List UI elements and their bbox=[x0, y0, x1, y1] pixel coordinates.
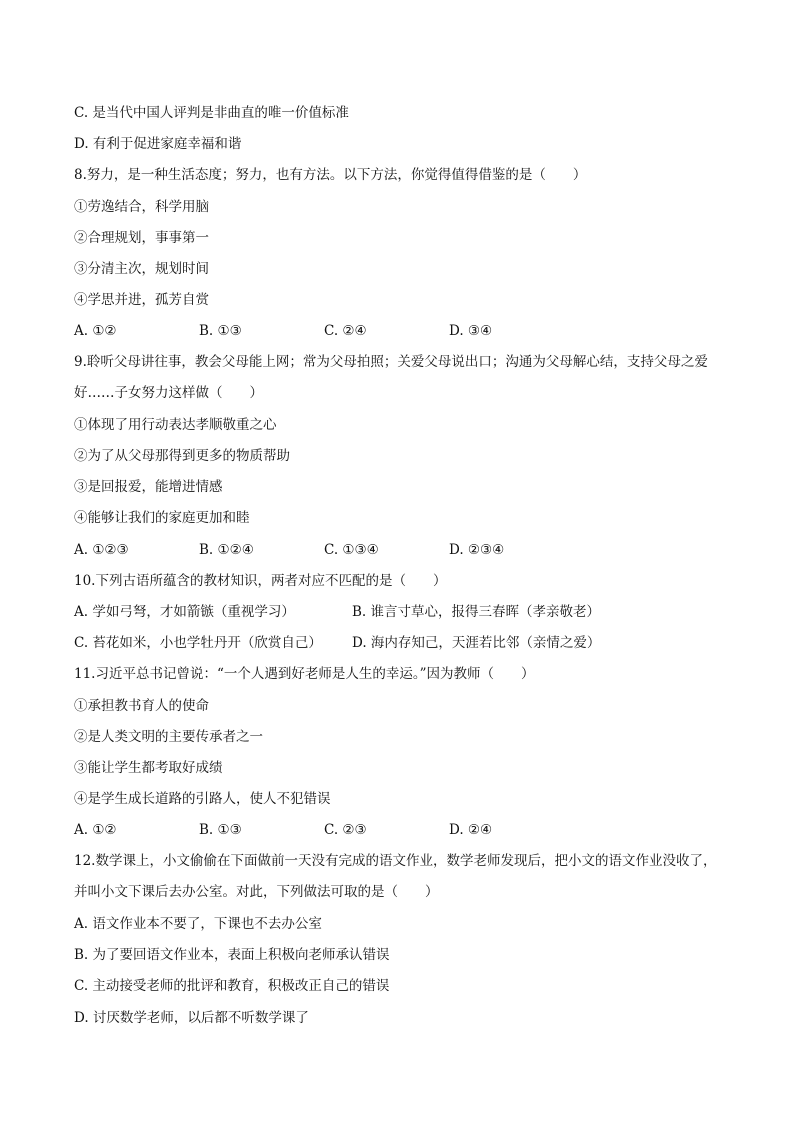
q12-option-d: D. 讨厌数学老师，以后都不听数学课了 bbox=[74, 1009, 309, 1026]
q10-option-b: B. 谁言寸草心，报得三春晖（孝亲敬老） bbox=[352, 604, 601, 621]
q8-option-d: D. ③④ bbox=[449, 323, 493, 340]
q9-stem: 9.聆听父母讲往事，教会父母能上网；常为父母拍照；关爱父母说出口；沟通为父母解心结，支持父母之爱好……子女努力这样做（ ） bbox=[74, 353, 708, 402]
q11-option-a: A. ①② bbox=[74, 822, 117, 839]
q11-item-1: ①承担教书育人的使命 bbox=[74, 697, 209, 714]
q9-item-3: ③是回报爱，能增进情感 bbox=[74, 479, 223, 496]
q11-stem: 11.习近平总书记曾说：“一个人遇到好老师是人生的幸运。”因为教师（ ） bbox=[74, 666, 535, 683]
q7-option-d: D. 有利于促进家庭幸福和谐 bbox=[74, 136, 242, 153]
q12-option-a: A. 语文作业本不要了，下课也不去办公室 bbox=[74, 915, 322, 932]
q11-item-4: ④是学生成长道路的引路人，使人不犯错误 bbox=[74, 791, 331, 808]
q9-option-b: B. ①②④ bbox=[199, 541, 254, 558]
q8-option-c: C. ②④ bbox=[324, 323, 367, 340]
q12-option-c: C. 主动接受老师的批评和教育，积极改正自己的错误 bbox=[74, 978, 390, 995]
q10-options-row-2 bbox=[74, 633, 724, 664]
q9-options bbox=[74, 540, 724, 571]
q10-option-c: C. 苔花如米，小也学牡丹开（欣赏自己） bbox=[74, 635, 322, 652]
q8-item-2: ②合理规划，事事第一 bbox=[74, 229, 209, 246]
q12-option-b: B. 为了要回语文作业本，表面上积极向老师承认错误 bbox=[74, 947, 390, 964]
q8-option-a: A. ①② bbox=[74, 323, 117, 340]
q11-option-d: D. ②④ bbox=[449, 822, 493, 839]
q8-item-1: ①劳逸结合，科学用脑 bbox=[74, 198, 209, 215]
q9-item-2: ②为了从父母那得到更多的物质帮助 bbox=[74, 448, 290, 465]
q11-item-3: ③能让学生都考取好成绩 bbox=[74, 759, 223, 776]
q9-option-c: C. ①③④ bbox=[324, 541, 379, 558]
q11-item-2: ②是人类文明的主要传承者之一 bbox=[74, 728, 263, 745]
q12-stem: 12.数学课上，小文偷偷在下面做前一天没有完成的语文作业，数学老师发现后，把小文的语文作业没收了，并叫小文下课后去办公室。对此，下列做法可取的是（ ） bbox=[74, 852, 717, 901]
q10-option-a: A. 学如弓弩，才如箭镞（重视学习） bbox=[74, 604, 295, 621]
q10-stem: 10.下列古语所蕴含的教材知识，两者对应不匹配的是（ ） bbox=[74, 572, 447, 589]
q8-stem: 8.努力，是一种生活态度；努力，也有方法。以下方法，你觉得值得借鉴的是（ ） bbox=[74, 167, 587, 184]
q11-option-b: B. ①③ bbox=[199, 822, 242, 839]
q7-option-c: C. 是当代中国人评判是非曲直的唯一价值标准 bbox=[74, 105, 349, 121]
q10-options-row-1 bbox=[74, 602, 724, 633]
q9-item-4: ④能够让我们的家庭更加和睦 bbox=[74, 510, 250, 527]
q8-item-4: ④学思并进，孤芳自赏 bbox=[74, 292, 209, 309]
q9-option-d: D. ②③④ bbox=[449, 541, 505, 558]
q8-item-3: ③分清主次，规划时间 bbox=[74, 260, 209, 277]
q9-item-1: ①体现了用行动表达孝顺敬重之心 bbox=[74, 416, 277, 433]
q10-option-d: D. 海内存知己，天涯若比邻（亲情之爱） bbox=[352, 635, 601, 652]
q8-option-b: B. ①③ bbox=[199, 323, 242, 340]
question-content bbox=[74, 103, 724, 1039]
q9-option-a: A. ①②③ bbox=[74, 541, 129, 558]
q11-option-c: C. ②③ bbox=[324, 822, 367, 839]
